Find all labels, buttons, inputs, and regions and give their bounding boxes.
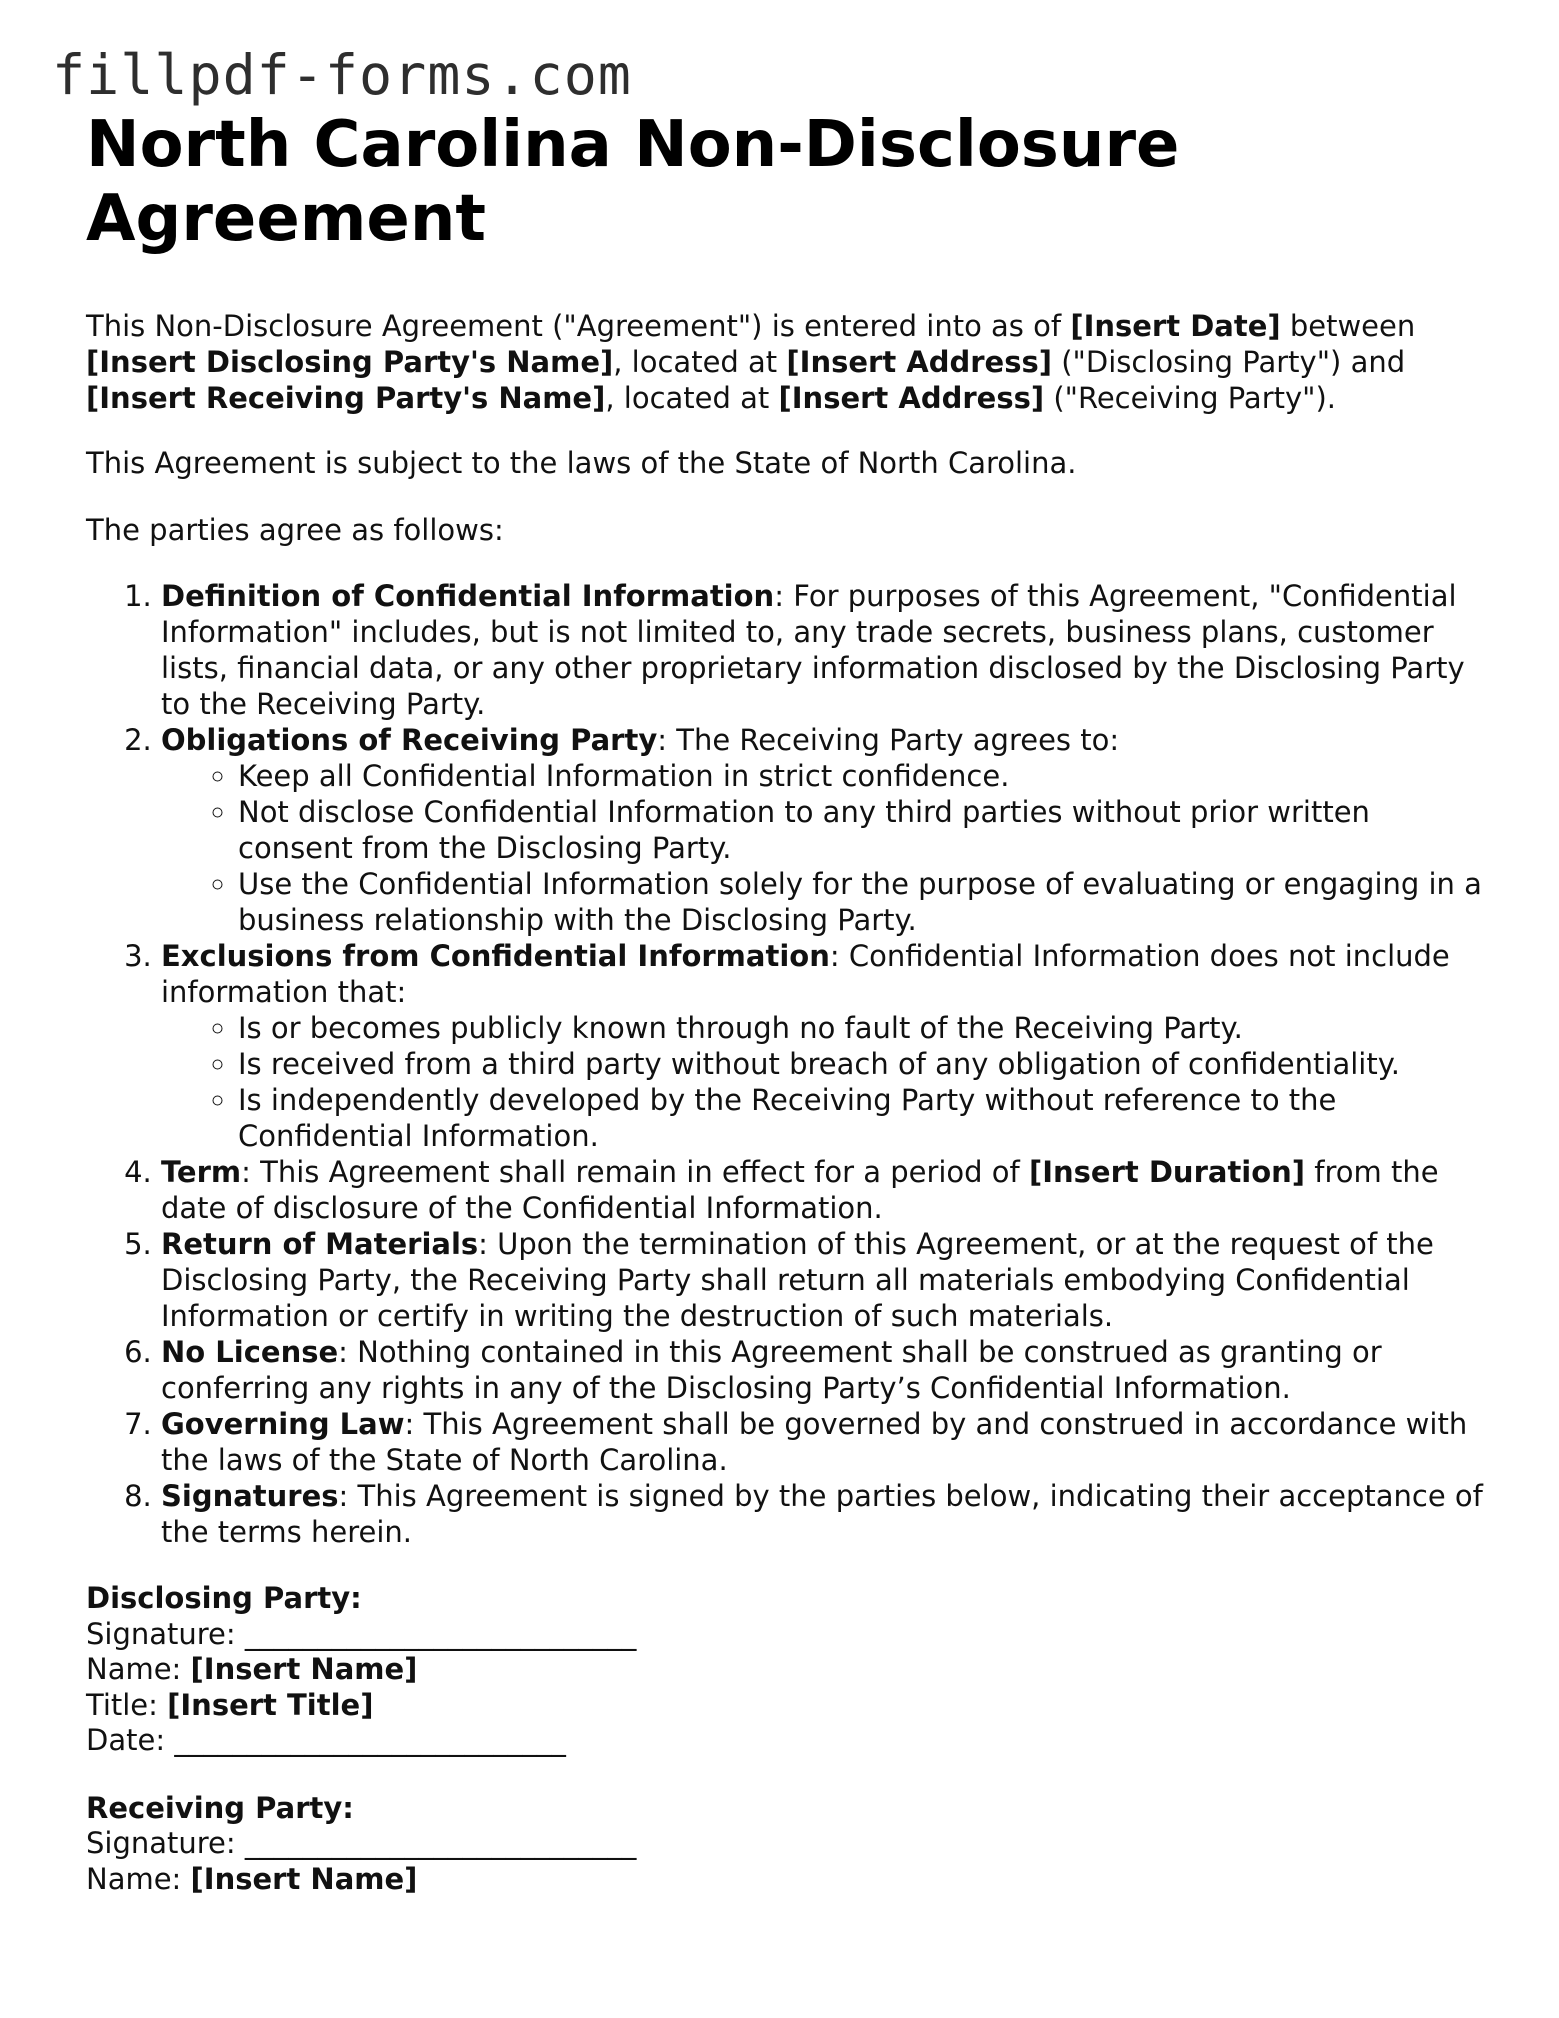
sub-list-item: ◦ Use the Confidential Information solely for the purpose of evaluating or engaging in a business relationship with the Disclosing Party. [238,866,1486,938]
disclosing-name-placeholder: [Insert Disclosing Party's Name] [86,345,614,379]
section-item [161,578,1486,722]
sub-list-item: ◦ Is independently developed by the Receiving Party without reference to the Confidential Information. [238,1082,1486,1154]
agreement-lead-in: The parties agree as follows: [86,513,504,547]
signature-line: ___________________________ [244,1826,637,1860]
section-text: : Nothing contained in this Agreement shall be construed as granting or conferring any rights in any of the Disclosing Party’s Confidential Information. [161,1335,1382,1405]
section-item [161,1154,1486,1226]
section-heading: Term [161,1155,242,1189]
sub-list-item: ◦ Keep all Confidential Information in strict confidence. [238,758,1486,794]
section-heading: Signatures [161,1479,339,1513]
section-text: : This Agreement shall be governed by and construed in accordance with the laws of the State of North Carolina. [161,1407,1468,1477]
receiving-address-placeholder: [Insert Address] [778,381,1045,415]
section-heading: Exclusions from Confidential Information [161,939,830,973]
section-heading: Return of Materials [161,1227,479,1261]
name-label: Name: [86,1652,191,1686]
title-placeholder: [Insert Title] [167,1687,374,1722]
section-text: : This Agreement shall remain in effect for a period of [241,1155,1029,1189]
section-item [161,1226,1486,1334]
governing-law-statement: This Agreement is subject to the laws of the State of North Carolina. [86,446,1077,480]
section-item [161,938,1486,1154]
sub-list [161,1010,1486,1154]
receiving-party-block [86,1791,1486,1898]
disclosing-party-heading [86,1581,1486,1617]
receiving-party-heading [86,1791,1486,1827]
name-placeholder: [Insert Name] [190,1861,418,1896]
signature-label: Signature: [86,1826,245,1860]
signature-section [86,1581,1486,1897]
signature-label: Signature: [86,1616,245,1651]
date-row [86,1723,1486,1759]
date-label: Date: [86,1723,175,1757]
intro-text: , located at [605,381,779,415]
section-item [161,1406,1486,1478]
watermark: fillpdf-forms.com [52,43,632,107]
section-text: from the date of disclosure of the Confidential Information. [161,1155,1439,1225]
section-heading: Obligations of Receiving Party [161,723,658,757]
name-label: Name: [86,1861,191,1896]
receiving-name-placeholder: [Insert Receiving Party's Name] [86,381,606,415]
intro-text: , located at [613,345,787,379]
effective-date-placeholder: [Insert Date] [1070,309,1281,343]
section-text: : Confidential Information does not include information that: [161,939,1450,1009]
disclosing-party-block [86,1581,1486,1759]
sub-list-item: ◦ Is received from a third party without breach of any obligation of confidentiality. [238,1046,1486,1082]
name-placeholder: [Insert Name] [190,1652,418,1686]
section-item [161,1334,1486,1406]
intro-paragraph [86,308,1486,416]
section-text: : The Receiving Party agrees to: [657,723,1120,757]
intro-text: ("Receiving Party"). [1044,381,1337,415]
name-row [86,1652,1486,1688]
intro-text: ("Disclosing Party") and [1052,345,1406,379]
document-page [86,108,1486,1897]
sections-list [86,578,1486,1550]
intro-text: between [1280,309,1416,343]
title-row [86,1688,1486,1724]
sub-list-item: ◦ Not disclose Confidential Information to any third parties without prior written consent from the Disclosing Party. [238,794,1486,866]
heading-text: Disclosing Party: [86,1581,362,1615]
sub-list [161,758,1486,938]
date-line: ___________________________ [174,1723,566,1757]
disclosing-address-placeholder: [Insert Address] [786,345,1052,379]
section-text: : This Agreement is signed by the parties below, indicating their acceptance of the terms herein. [161,1479,1483,1549]
section-heading: Governing Law [161,1407,405,1441]
section-item [161,722,1486,938]
signature-row [86,1617,1486,1653]
title-label: Title: [86,1687,168,1722]
signature-row [86,1826,1486,1862]
section-heading: No License [161,1335,339,1369]
intro-text: This Non-Disclosure Agreement ("Agreement") is entered into as of [86,309,1071,343]
section-item [161,1478,1486,1550]
section-text: : Upon the termination of this Agreement, or at the request of the Disclosing Party, the Receiving Party shall return all materials embodying Confidential Information or certify in writing the destruction of such materials. [161,1227,1434,1333]
section-text: : For purposes of this Agreement, "Confidential Information" includes, but is not limited to, any trade secrets, business plans, customer lists, financial data, or any other proprietary information disclosed by the Disclosing Party to the Receiving Party. [161,579,1465,721]
document-title: North Carolina Non-Disclosure Agreement [86,108,1180,256]
name-row [86,1862,1486,1898]
heading-text: Receiving Party: [86,1790,354,1825]
duration-placeholder: [Insert Duration] [1028,1155,1306,1189]
section-heading: Definition of Confidential Information [161,579,775,613]
signature-line: ___________________________ [244,1616,637,1651]
sub-list-item: ◦ Is or becomes publicly known through no fault of the Receiving Party. [238,1010,1486,1046]
